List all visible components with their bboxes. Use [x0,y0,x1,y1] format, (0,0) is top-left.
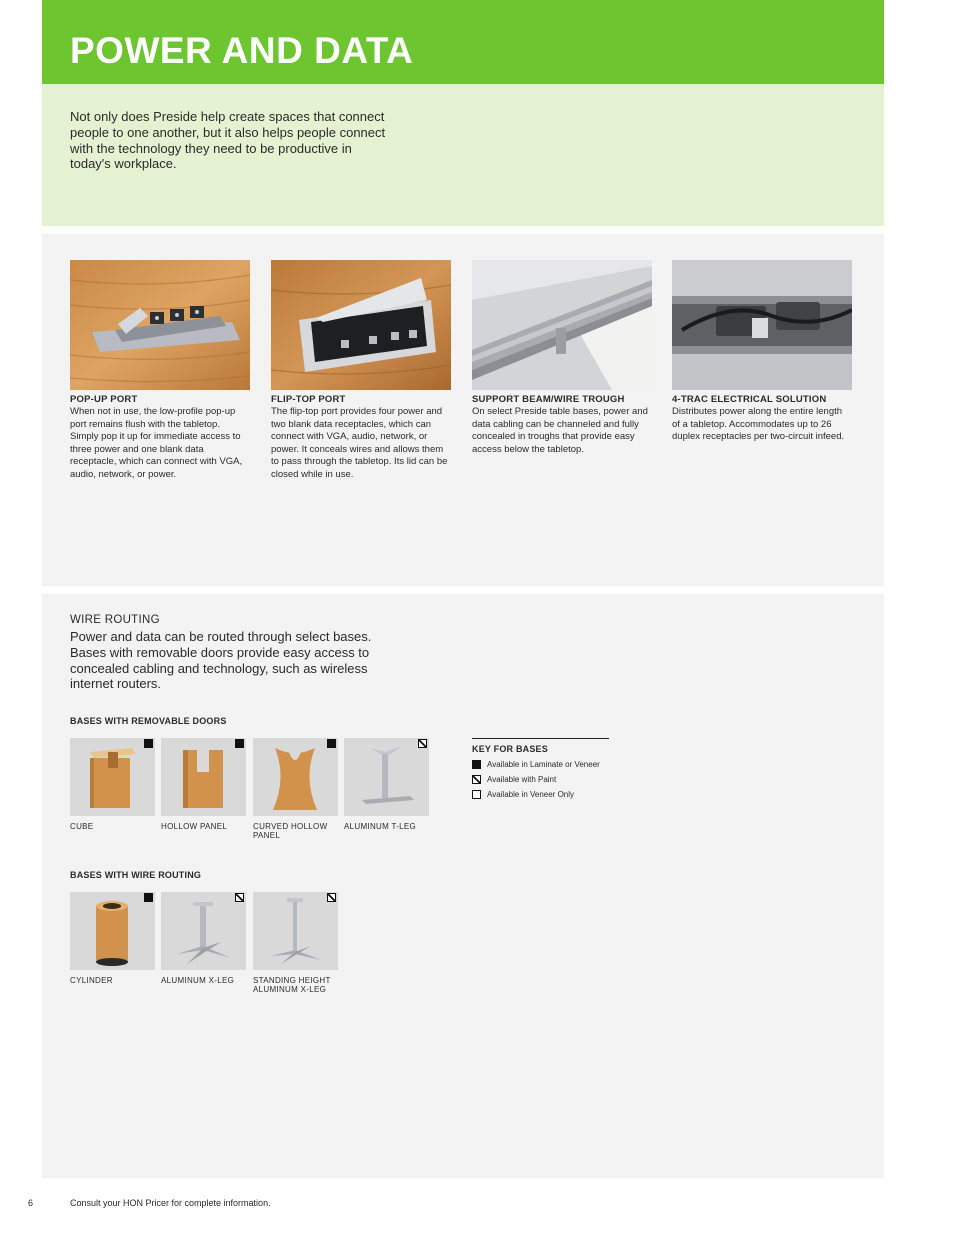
feature-description: The flip-top port provides four power and two blank data receptacles, which can connect with VGA, audio, network, or power. It conceals wires and allows them to pass through the tabletop. Its lid can be closed while in use. [271,406,448,480]
four-trac-photo [672,260,852,390]
base-cube [70,738,155,831]
base-aluminum-x-leg [161,892,246,985]
flip-top-port-photo [271,260,451,390]
key-label: Available with Paint [487,775,557,784]
page-number: 6 [28,1198,34,1208]
removable-doors-heading: BASES WITH REMOVABLE DOORS [70,716,227,726]
feature-title: POP-UP PORT [70,394,138,405]
feature-title: 4-TRAC ELECTRICAL SOLUTION [672,394,827,405]
laminate-availability-icon [327,739,336,748]
cube-base-photo [70,738,155,816]
laminate-availability-icon [144,739,153,748]
key-title: KEY FOR BASES [472,744,548,754]
feature-support-beam [472,260,652,456]
base-label: HOLLOW PANEL [161,822,228,831]
key-row-laminate [472,760,609,775]
curved-hollow-panel-base-photo [253,738,338,816]
cylinder-base-photo [70,892,155,970]
base-label: CURVED HOLLOW PANEL [253,822,328,840]
base-label: ALUMINUM X-LEG [161,976,235,985]
hollow-panel-base-photo [161,738,246,816]
base-label: CUBE [70,822,94,831]
standing-height-x-leg-base-photo [253,892,338,970]
feature-description: Distributes power along the entire length of a tabletop. Accommodates up to 26 duplex receptacles per two-circuit infeed. [672,406,845,443]
paint-key-icon [472,775,481,784]
veneer-key-icon [472,790,481,799]
feature-title: SUPPORT BEAM/WIRE TROUGH [472,394,625,405]
base-curved-hollow-panel [253,738,338,840]
wire-routing-text: Power and data can be routed through select bases. Bases with removable doors provide easy access to concealed cabling and technology, such as wireless internet routers. [70,629,372,692]
aluminum-t-leg-base-photo [344,738,429,816]
footer-note: Consult your HON Pricer for complete information. [70,1198,271,1208]
feature-pop-up-port [70,260,250,482]
base-label: CYLINDER [70,976,113,985]
paint-availability-icon [235,893,244,902]
support-beam-photo [472,260,652,390]
base-label: STANDING HEIGHT ALUMINUM X-LEG [253,976,331,994]
laminate-availability-icon [235,739,244,748]
feature-description: When not in use, the low-profile pop-up port remains flush with the tabletop. Simply pop it up for immediate access to three power and one blank data receptacle, which can connect with VGA, audio, network, or power. [70,406,243,480]
feature-description: On select Preside table bases, power and data cabling can be channeled and fully concealed in troughs that provide easy access below the tabletop. [472,406,648,455]
key-label: Available in Veneer Only [487,790,575,799]
feature-flip-top-port [271,260,451,482]
page-title: POWER AND DATA [70,30,414,71]
paint-availability-icon [327,893,336,902]
wire-routing-heading: WIRE ROUTING [70,614,160,626]
base-standing-height-x-leg [253,892,338,994]
wire-routing-bases-heading: BASES WITH WIRE ROUTING [70,870,202,880]
base-hollow-panel [161,738,246,831]
key-row-veneer [472,790,609,805]
intro-paragraph: Not only does Preside help create spaces that connect people to one another, but it also helps people connect with the technology they need to be productive in today's workplace. [70,109,386,172]
aluminum-x-leg-base-photo [161,892,246,970]
base-cylinder [70,892,155,985]
base-label: ALUMINUM T-LEG [344,822,417,831]
paint-availability-icon [418,739,427,748]
feature-title: FLIP-TOP PORT [271,394,346,405]
laminate-key-icon [472,760,481,769]
laminate-availability-icon [144,893,153,902]
key-label: Available in Laminate or Veneer [487,760,600,769]
key-row-paint [472,775,609,790]
pop-up-port-photo [70,260,250,390]
bases-key [472,738,609,805]
base-aluminum-t-leg [344,738,429,831]
feature-4-trac [672,260,852,444]
